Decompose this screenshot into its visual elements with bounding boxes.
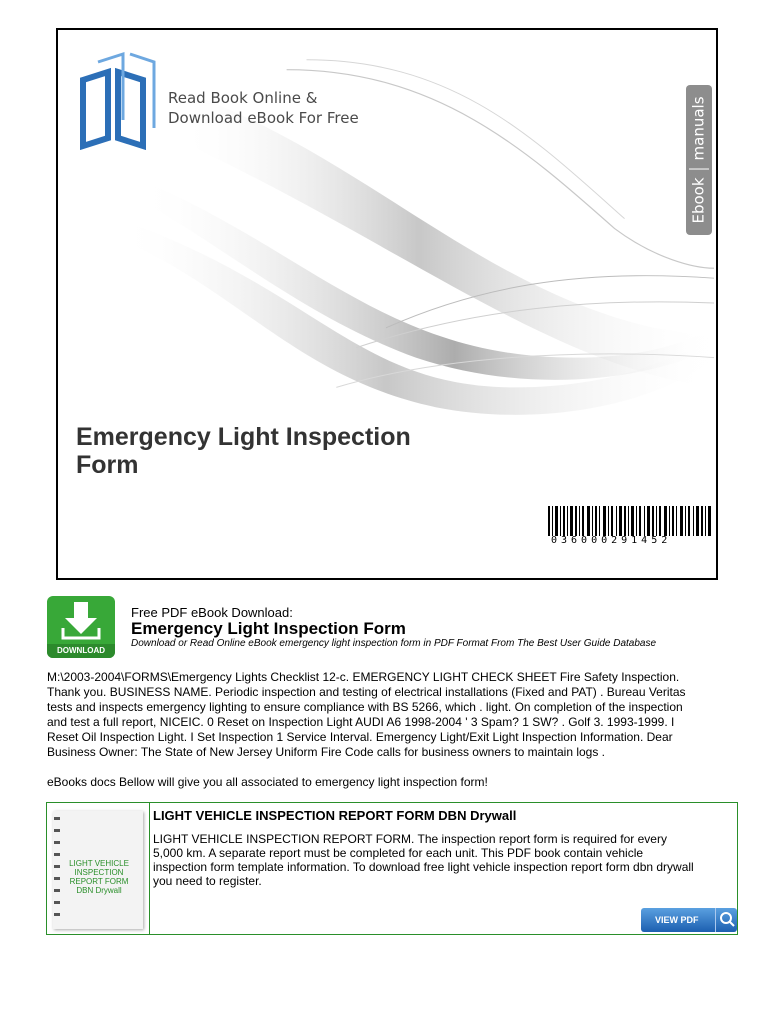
related-book-desc-line: you need to register. [153, 874, 262, 888]
ebook-manuals-tab [686, 85, 712, 235]
book-thumbnail[interactable] [53, 811, 143, 929]
related-book-card [46, 802, 738, 935]
thumbnail-line: INSPECTION [74, 868, 124, 877]
barcode-number: 036000291452 [551, 535, 672, 546]
related-book-desc-line: inspection form template information. To download free light vehicle inspection report form dbn drywall [153, 860, 694, 874]
thumbnail-title [57, 859, 141, 895]
view-pdf-label: VIEW PDF [655, 915, 699, 925]
brand-tagline [168, 88, 359, 128]
description-line: tests and inspects emergency lighting to ensure compliance with BS 5266, which . light. On completion of the inspection [47, 700, 683, 714]
side-tab-divider [689, 168, 709, 169]
download-badge[interactable] [47, 596, 115, 658]
related-book-title[interactable]: LIGHT VEHICLE INSPECTION REPORT FORM DBN Drywall [153, 808, 517, 823]
description-line: Reset Oil Inspection Light. I Set Inspection 1 Service Interval. Emergency Light/Exit Light Inspection Information. Dear [47, 730, 673, 744]
book-logo-icon [78, 50, 158, 150]
ebook-cover [56, 28, 718, 580]
brand-line-1: Read Book Online & [168, 89, 318, 107]
cover-title-line-1: Emergency Light Inspection [76, 423, 411, 451]
download-subtitle: Download or Read Online eBook emergency light inspection form in PDF Format From The Best User Guide Database [131, 638, 657, 649]
description-paragraph [47, 670, 737, 760]
thumbnail-line: LIGHT VEHICLE [69, 859, 129, 868]
view-pdf-button[interactable] [641, 908, 737, 932]
description-line: Business Owner: The State of New Jersey Uniform Fire Code calls for business owners to maintain logs . [47, 745, 606, 759]
brand-line-2: Download eBook For Free [168, 109, 359, 127]
related-book-desc-line: LIGHT VEHICLE INSPECTION REPORT FORM. The inspection report form is required for every [153, 832, 667, 846]
description-line: Thank you. BUSINESS NAME. Periodic inspection and testing of electrical installations (Fixed and PAT) . Bureau Veritas [47, 685, 686, 699]
download-title: Emergency Light Inspection Form [131, 619, 406, 638]
download-arrow-icon [47, 596, 115, 644]
book-thumbnail-frame [47, 803, 150, 934]
free-download-label: Free PDF eBook Download: [131, 605, 293, 620]
side-tab-manuals: manuals [689, 96, 708, 161]
magnifier-icon [715, 908, 737, 932]
cover-title-line-2: Form [76, 451, 139, 479]
related-book-desc-line: 5,000 km. A separate report must be completed for each unit. This PDF book contain vehicle [153, 846, 644, 860]
description-line: M:\2003-2004\FORMS\Emergency Lights Checklist 12-c. EMERGENCY LIGHT CHECK SHEET Fire Safety Inspection. [47, 670, 680, 684]
barcode [548, 506, 713, 556]
side-tab-label [689, 96, 709, 223]
thumbnail-line: DBN Drywall [76, 886, 122, 895]
description-line: and test a full report, NICEIC. 0 Reset on Inspection Light AUDI A6 1998-2004 ' 3 Spam? 1 SW? . Golf 3. 1993-1999. I [47, 715, 675, 729]
side-tab-ebook: Ebook [689, 177, 708, 224]
download-badge-label: DOWNLOAD [47, 644, 115, 658]
ebooks-note: eBooks docs Bellow will give you all associated to emergency light inspection form! [47, 775, 488, 789]
cover-title [76, 423, 496, 479]
thumbnail-line: REPORT FORM [69, 877, 129, 886]
related-book-description [153, 832, 738, 888]
brand-header [78, 50, 378, 160]
